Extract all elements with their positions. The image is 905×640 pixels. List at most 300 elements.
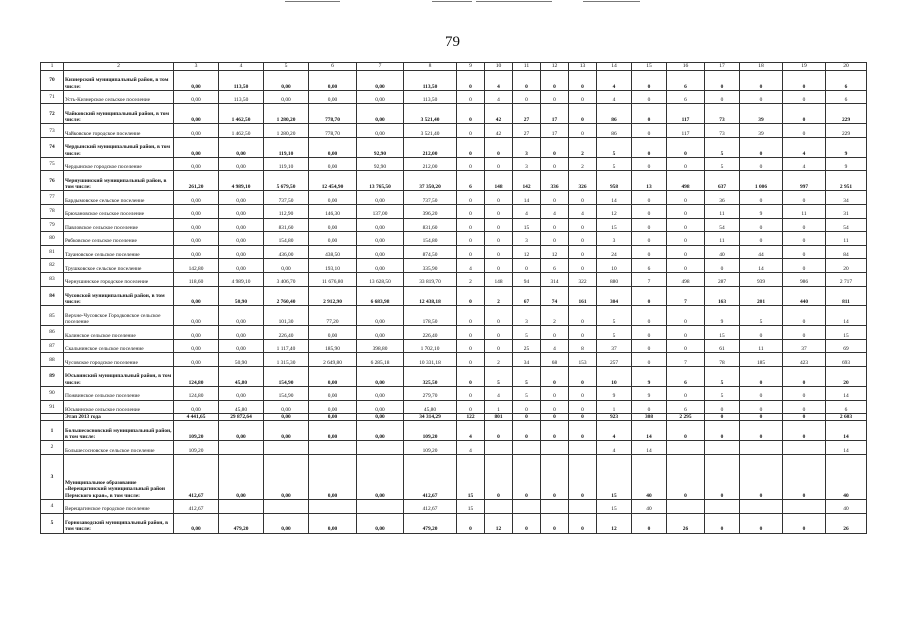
table-cell: 0,00	[357, 104, 404, 124]
table-cell: 0,00	[219, 218, 264, 232]
table-cell: 39	[740, 124, 783, 138]
table-cell: 335,90	[404, 259, 457, 273]
table-cell: 42	[485, 124, 513, 138]
row-number: 77	[41, 191, 64, 205]
table-cell: 5	[597, 157, 632, 171]
row-name: Чердынское городское поселение	[64, 157, 174, 171]
row-name: Верещагинское городское поселение	[64, 500, 174, 514]
table-cell: 986	[783, 272, 826, 286]
row-number: 1	[41, 421, 64, 441]
table-cell: 2	[569, 157, 597, 171]
table-cell: 1 280,20	[264, 124, 309, 138]
table-cell: 0	[485, 326, 513, 340]
table-cell: 0	[513, 90, 541, 104]
table-cell: 0,00	[174, 157, 219, 171]
table-cell	[219, 500, 264, 514]
table-cell: 0	[485, 218, 513, 232]
row-number: 5	[41, 513, 64, 533]
table-cell: 0	[457, 232, 485, 246]
table-cell: 0	[513, 421, 541, 441]
row-number: 3	[41, 454, 64, 499]
table-cell: 0	[485, 137, 513, 157]
table-cell: 2 951	[826, 171, 867, 191]
table-row	[41, 500, 867, 514]
table-cell: 479,20	[219, 513, 264, 533]
table-cell: 0	[513, 71, 541, 91]
column-header: 8	[404, 63, 457, 71]
table-cell: 5	[597, 326, 632, 340]
table-cell: 27	[513, 124, 541, 138]
table-cell: 12 438,18	[404, 286, 457, 306]
table-cell: 33 819,70	[404, 272, 457, 286]
table-cell: 737,50	[264, 191, 309, 205]
table-cell: 0,00	[309, 367, 357, 387]
table-cell	[357, 441, 404, 455]
table-cell: 801	[485, 414, 513, 421]
table-cell: 26	[826, 513, 867, 533]
table-cell: 304	[597, 286, 632, 306]
table-cell: 0	[457, 157, 485, 171]
table-cell: 438,50	[309, 245, 357, 259]
table-cell: 0	[667, 454, 705, 499]
table-cell	[569, 441, 597, 455]
table-cell: 5	[513, 367, 541, 387]
table-cell: 0	[485, 454, 513, 499]
row-number: 72	[41, 104, 64, 124]
table-cell: 0	[740, 218, 783, 232]
table-cell: 0	[541, 414, 569, 421]
table-cell: 0,00	[357, 124, 404, 138]
table-cell: 0,00	[264, 414, 309, 421]
table-cell: 0	[667, 245, 705, 259]
column-header: 11	[513, 63, 541, 71]
table-cell: 117	[667, 104, 705, 124]
table-cell: 412,67	[174, 454, 219, 499]
table-cell: 0	[632, 232, 667, 246]
table-cell: 5	[485, 367, 513, 387]
column-header: 7	[357, 63, 404, 71]
table-cell: 40	[705, 245, 740, 259]
column-header: 13	[569, 63, 597, 71]
table-cell: 0,00	[357, 191, 404, 205]
table-cell: 308	[632, 414, 667, 421]
table-cell: 0	[457, 204, 485, 218]
table-cell: 0	[783, 513, 826, 533]
row-name: Усть-Кизнерское сельское поселение	[64, 90, 174, 104]
table-cell: 73	[705, 104, 740, 124]
table-cell: 0	[632, 71, 667, 91]
column-header: 2	[64, 63, 174, 71]
table-cell: 3 521,40	[404, 104, 457, 124]
table-row	[41, 513, 867, 533]
table-cell: 1 462,50	[219, 104, 264, 124]
table-cell: 5 679,50	[264, 171, 309, 191]
table-cell: 12 454,90	[309, 171, 357, 191]
table-cell: 0,00	[309, 386, 357, 400]
column-header: 18	[740, 63, 783, 71]
table-cell: 142	[513, 171, 541, 191]
table-cell: 6	[667, 400, 705, 414]
table-cell: 20	[826, 367, 867, 387]
table-cell: 0	[667, 218, 705, 232]
table-cell: 0	[705, 513, 740, 533]
table-cell: 0	[541, 454, 569, 499]
table-cell: 0	[667, 421, 705, 441]
table-cell: 0,00	[174, 137, 219, 157]
table-cell: 4	[597, 90, 632, 104]
table-cell: 7	[667, 353, 705, 367]
table-cell: 15	[597, 454, 632, 499]
table-cell: 0	[740, 71, 783, 91]
table-cell: 2 717	[826, 272, 867, 286]
table-cell: 0	[541, 71, 569, 91]
table-cell: 4	[597, 441, 632, 455]
table-cell: 25	[513, 339, 541, 353]
table-cell: 11	[705, 232, 740, 246]
table-cell: 92,90	[357, 157, 404, 171]
table-cell: 336	[541, 171, 569, 191]
table-cell: 0	[541, 367, 569, 387]
row-number: 78	[41, 204, 64, 218]
table-cell	[705, 500, 740, 514]
table-cell: 0	[783, 367, 826, 387]
table-cell: 257	[597, 353, 632, 367]
table-cell: 0,00	[357, 245, 404, 259]
table-cell: 0	[457, 286, 485, 306]
table-cell: 0	[783, 124, 826, 138]
table-cell: 6	[541, 259, 569, 273]
table-cell: 4	[457, 259, 485, 273]
table-cell: 1 702,10	[404, 339, 457, 353]
table-cell: 9	[632, 367, 667, 387]
table-cell: 0	[632, 286, 667, 306]
table-cell: 0	[705, 414, 740, 421]
table-cell: 0	[705, 71, 740, 91]
table-cell: 0	[632, 191, 667, 205]
table-cell: 0	[740, 414, 783, 421]
table-cell	[569, 500, 597, 514]
table-cell: 5	[597, 137, 632, 157]
table-cell: 10	[597, 367, 632, 387]
table-cell: 0,00	[174, 353, 219, 367]
page-number: 79	[445, 34, 460, 50]
table-cell: 27	[513, 104, 541, 124]
table-cell: 4 989,10	[219, 171, 264, 191]
table-cell: 54	[705, 218, 740, 232]
table-cell: 13 765,50	[357, 171, 404, 191]
table-cell: 13 628,50	[357, 272, 404, 286]
table-cell: 0,00	[309, 513, 357, 533]
table-cell: 0,00	[219, 339, 264, 353]
table-cell	[264, 441, 309, 455]
table-cell: 15	[705, 326, 740, 340]
table-cell: 398,80	[357, 339, 404, 353]
table-cell: 0	[667, 232, 705, 246]
table-cell: 12	[541, 245, 569, 259]
table-cell: 0,00	[309, 218, 357, 232]
top-rule-lines	[0, 0, 905, 6]
table-cell: 0,00	[264, 71, 309, 91]
table-cell: 0,00	[309, 454, 357, 499]
column-header: 19	[783, 63, 826, 71]
table-row	[41, 286, 867, 306]
table-cell: 6	[826, 71, 867, 91]
table-cell: 0	[541, 90, 569, 104]
table-cell: 146,30	[309, 204, 357, 218]
table-cell	[783, 441, 826, 455]
table-cell: 0,00	[264, 400, 309, 414]
table-cell: 0	[783, 326, 826, 340]
table-cell: 67	[513, 286, 541, 306]
table-cell: 226,40	[264, 326, 309, 340]
table-cell: 0,00	[309, 326, 357, 340]
table-cell: 45,80	[404, 400, 457, 414]
table-cell	[783, 500, 826, 514]
table-cell: 11	[705, 204, 740, 218]
table-cell: 0	[783, 414, 826, 421]
table-cell: 0	[705, 259, 740, 273]
table-cell: 0	[457, 71, 485, 91]
table-cell: 201	[740, 286, 783, 306]
table-cell: 154,80	[404, 232, 457, 246]
table-cell: 15	[513, 218, 541, 232]
table-cell: 0	[667, 191, 705, 205]
table-cell: 0	[569, 245, 597, 259]
table-cell: 15	[597, 500, 632, 514]
table-cell: 997	[783, 171, 826, 191]
table-cell: 0,00	[357, 232, 404, 246]
table-cell: 2 760,40	[264, 286, 309, 306]
table-cell: 0,00	[174, 339, 219, 353]
table-cell: 0	[632, 353, 667, 367]
table-cell: 1 280,20	[264, 104, 309, 124]
row-name: Верхне-Чусовское Городковское сельское поселение	[64, 306, 174, 326]
table-cell: 0	[740, 386, 783, 400]
table-cell: 36	[705, 191, 740, 205]
table-cell: 0	[705, 400, 740, 414]
table-cell: 0,00	[219, 245, 264, 259]
table-cell: 958	[597, 171, 632, 191]
table-cell: 148	[485, 171, 513, 191]
table-cell	[541, 500, 569, 514]
table-cell: 0,00	[357, 400, 404, 414]
table-cell: 124,80	[174, 367, 219, 387]
table-row	[41, 191, 867, 205]
table-cell	[740, 441, 783, 455]
table-cell: 77,20	[309, 306, 357, 326]
table-cell	[357, 500, 404, 514]
table-cell: 5	[513, 386, 541, 400]
table-cell: 4 441,65	[174, 414, 219, 421]
table-cell: 0	[783, 90, 826, 104]
table-cell: 0	[569, 71, 597, 91]
table-row	[41, 71, 867, 91]
table-cell: 4	[485, 71, 513, 91]
table-cell: 0	[667, 326, 705, 340]
table-cell: 0,00	[174, 286, 219, 306]
row-name: Чернушинское городское поселение	[64, 272, 174, 286]
row-number: 76	[41, 171, 64, 191]
table-cell: 26	[667, 513, 705, 533]
table-cell: 109,20	[404, 421, 457, 441]
table-cell: 7	[632, 272, 667, 286]
table-cell: 5	[705, 386, 740, 400]
table-cell: 0	[569, 454, 597, 499]
table-cell: 479,20	[404, 513, 457, 533]
row-name: Чердынский муниципальный район, в том числе:	[64, 137, 174, 157]
table-cell: 137,00	[357, 204, 404, 218]
table-cell: 0,00	[219, 137, 264, 157]
table-cell: 14	[826, 421, 867, 441]
table-cell: 69	[826, 339, 867, 353]
table-cell: 0	[740, 326, 783, 340]
table-cell: 0	[740, 421, 783, 441]
column-header: 14	[597, 63, 632, 71]
table-cell: 0,00	[174, 400, 219, 414]
table-cell: 0,00	[174, 71, 219, 91]
table-cell: 0	[485, 232, 513, 246]
table-cell	[667, 500, 705, 514]
table-cell: 40	[826, 500, 867, 514]
table-cell: 0	[569, 367, 597, 387]
table-cell: 0,00	[357, 259, 404, 273]
table-cell: 4	[597, 71, 632, 91]
table-cell: 0	[740, 513, 783, 533]
table-cell: 6	[632, 259, 667, 273]
table-cell: 4 989,10	[219, 272, 264, 286]
table-cell: 34	[826, 191, 867, 205]
table-cell: 14	[513, 191, 541, 205]
table-cell: 0,00	[219, 191, 264, 205]
table-cell	[541, 441, 569, 455]
table-cell: 0,00	[357, 218, 404, 232]
table-cell: 0	[541, 191, 569, 205]
table-cell: 0	[541, 218, 569, 232]
table-cell: 0,00	[357, 513, 404, 533]
table-row	[41, 386, 867, 400]
table-cell: 45,80	[219, 367, 264, 387]
table-cell: 0	[541, 326, 569, 340]
table-cell: 3	[513, 157, 541, 171]
row-number: 81	[41, 245, 64, 259]
table-cell: 0	[457, 339, 485, 353]
table-cell: 0,00	[174, 90, 219, 104]
table-cell: 68	[541, 353, 569, 367]
table-cell: 185,90	[309, 339, 357, 353]
row-name: Пожвинское сельское поселение	[64, 386, 174, 400]
table-cell: 11	[826, 232, 867, 246]
table-cell: 14	[632, 421, 667, 441]
table-row	[41, 157, 867, 171]
table-cell: 34 314,29	[404, 414, 457, 421]
row-number: 70	[41, 71, 64, 91]
row-name: Рябковское сельское поселение	[64, 232, 174, 246]
table-cell: 14	[826, 441, 867, 455]
column-header: 16	[667, 63, 705, 71]
table-cell: 0	[632, 124, 667, 138]
table-cell: 0	[740, 454, 783, 499]
table-cell: 2 649,80	[309, 353, 357, 367]
table-cell: 153	[569, 353, 597, 367]
table-cell: 0,00	[309, 137, 357, 157]
table-cell: 0,00	[174, 191, 219, 205]
row-name: Чусовское городское поселение	[64, 353, 174, 367]
table-cell: 0	[667, 306, 705, 326]
table-cell: 15	[597, 218, 632, 232]
table-cell: 113,50	[219, 90, 264, 104]
row-name: Чайковское городское поселение	[64, 124, 174, 138]
table-cell: 8	[569, 339, 597, 353]
table-cell: 0	[783, 232, 826, 246]
table-cell: 12	[513, 245, 541, 259]
table-cell	[309, 500, 357, 514]
table-cell: 0,00	[357, 306, 404, 326]
table-cell: 923	[597, 414, 632, 421]
table-cell: 29 872,64	[219, 414, 264, 421]
table-cell: 0	[513, 513, 541, 533]
table-cell: 412,67	[404, 454, 457, 499]
table-row	[41, 306, 867, 326]
table-cell: 0,00	[309, 400, 357, 414]
table-cell: 0,00	[357, 367, 404, 387]
column-header: 5	[264, 63, 309, 71]
table-cell: 6	[826, 400, 867, 414]
table-cell: 778,70	[309, 124, 357, 138]
table-cell: 10 331,18	[404, 353, 457, 367]
table-cell: 0	[569, 104, 597, 124]
table-cell: 31	[826, 204, 867, 218]
table-cell: 0,00	[264, 90, 309, 104]
table-cell: 0	[513, 454, 541, 499]
table-cell: 9	[705, 306, 740, 326]
table-cell: 5	[740, 306, 783, 326]
table-cell: 0	[632, 245, 667, 259]
row-name: Муниципальное образование «Верещагинский муниципальный район Пермского края», в том числе:	[64, 454, 174, 499]
table-cell: 0,00	[219, 386, 264, 400]
table-cell: 0,00	[174, 232, 219, 246]
table-cell: 154,80	[264, 232, 309, 246]
table-row	[41, 441, 867, 455]
table-cell: 0,00	[174, 218, 219, 232]
table-cell: 0	[569, 90, 597, 104]
table-cell: 109,20	[404, 441, 457, 455]
table-cell: 0,00	[309, 232, 357, 246]
table-row	[41, 400, 867, 414]
table-cell: 0,00	[174, 204, 219, 218]
row-number: 86	[41, 326, 64, 340]
table-cell	[513, 441, 541, 455]
table-cell: 9	[632, 386, 667, 400]
table-cell: 0,00	[219, 421, 264, 441]
table-row	[41, 353, 867, 367]
table-cell: 4	[485, 90, 513, 104]
table-cell: 34	[513, 353, 541, 367]
table-cell: 0,00	[264, 421, 309, 441]
table-cell: 3	[597, 232, 632, 246]
table-cell: 0	[740, 191, 783, 205]
table-header-row	[41, 63, 867, 71]
table-cell: 811	[826, 286, 867, 306]
table-cell: 0	[457, 104, 485, 124]
table-cell: 0	[457, 306, 485, 326]
table-cell: 0	[667, 259, 705, 273]
table-cell: 0	[783, 259, 826, 273]
table-cell: 0,00	[264, 259, 309, 273]
table-cell: 0	[783, 191, 826, 205]
table-cell: 61	[705, 339, 740, 353]
table-cell: 193,10	[309, 259, 357, 273]
table-cell: 0	[541, 400, 569, 414]
